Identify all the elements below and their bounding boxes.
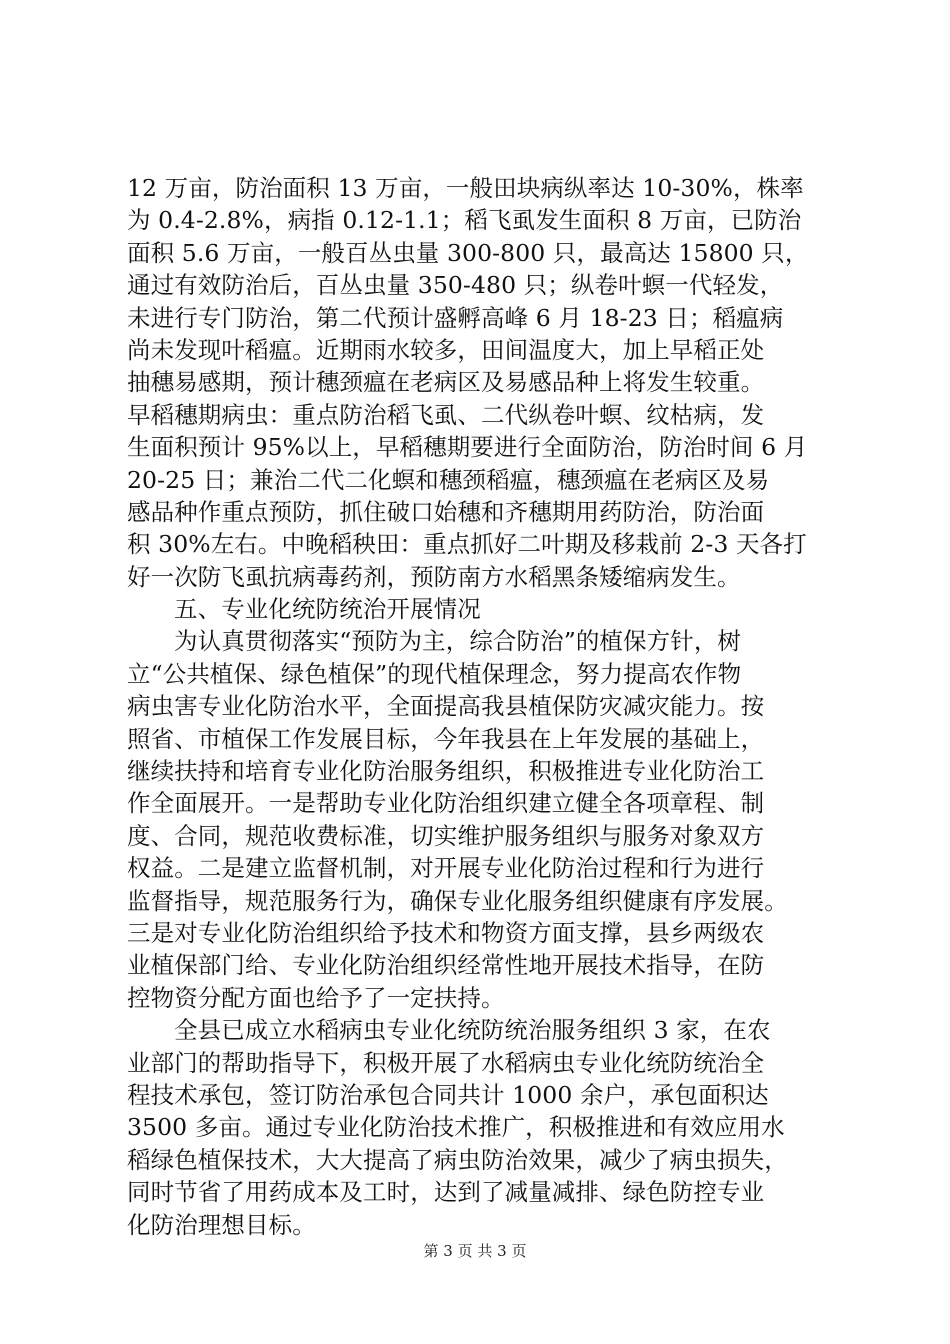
- text-line: 程技术承包，签订防治承包合同共计 1000 余户，承包面积达: [127, 1080, 769, 1109]
- text-line: 业植保部门给、专业化防治组织经常性地开展技术指导，在防: [127, 951, 765, 980]
- text-line: 尚未发现叶稻瘟。近期雨水较多，田间温度大，加上早稻正处: [127, 335, 765, 364]
- text-line: 感品种作重点预防，抓住破口始穗和齐穗期用药防治，防治面: [127, 497, 765, 526]
- text-line: 业部门的帮助指导下，积极开展了水稻病虫专业化统防统治全: [127, 1048, 765, 1077]
- text-line: 病虫害专业化防治水平，全面提高我县植保防灾减灾能力。按: [127, 692, 765, 721]
- text-line: 照省、市植保工作发展目标，今年我县在上年发展的基础上，: [127, 724, 765, 753]
- document-body: [127, 172, 827, 1241]
- section-heading: 五、专业化统防统治开展情况: [174, 595, 481, 624]
- text-line: 立“公共植保、绿色植保”的现代植保理念，努力提高农作物: [127, 659, 742, 688]
- text-line: 通过有效防治后，百丛虫量 350-480 只；纵卷叶螟一代轻发，: [127, 271, 784, 300]
- text-line: 生面积预计 95%以上，早稻穗期要进行全面防治，防治时间 6 月: [127, 433, 808, 462]
- text-line: 同时节省了用药成本及工时，达到了减量减排、绿色防控专业: [127, 1178, 765, 1207]
- text-line: 作全面展开。一是帮助专业化防治组织建立健全各项章程、制: [127, 789, 765, 818]
- text-line: 抽穗易感期，预计穗颈瘟在老病区及易感品种上将发生较重。: [127, 368, 765, 397]
- paragraph-start: 为认真贯彻落实“预防为主，综合防治”的植保方针，树: [174, 627, 742, 656]
- text-line: 早稻穗期病虫：重点防治稻飞虱、二代纵卷叶螟、纹枯病，发: [127, 400, 765, 429]
- text-line: 稻绿色植保技术，大大提高了病虫防治效果，减少了病虫损失，: [127, 1145, 788, 1174]
- text-line: 3500 多亩。通过专业化防治技术推广，积极推进和有效应用水: [127, 1113, 785, 1142]
- text-line: 监督指导，规范服务行为，确保专业化服务组织健康有序发展。: [127, 886, 788, 915]
- paragraph-start: 全县已成立水稻病虫专业化统防统治服务组织 3 家，在农: [174, 1016, 771, 1045]
- text-line: 三是对专业化防治组织给予技术和物资方面支撑，县乡两级农: [127, 918, 765, 947]
- text-line: 面积 5.6 万亩，一般百丛虫量 300-800 只，最高达 15800 只，: [127, 238, 809, 267]
- page-number-footer: 第 3 页 共 3 页: [423, 1242, 527, 1260]
- text-line: 好一次防飞虱抗病毒药剂，预防南方水稻黑条矮缩病发生。: [127, 562, 741, 591]
- text-line: 度、合同，规范收费标准，切实维护服务组织与服务对象双方: [127, 821, 765, 850]
- text-line: 12 万亩，防治面积 13 万亩，一般田块病纵率达 10-30%，株率: [127, 174, 804, 202]
- text-line: 20-25 日；兼治二代二化螟和穗颈稻瘟，穗颈瘟在老病区及易: [127, 465, 770, 494]
- text-line: 积 30%左右。中晚稻秧田：重点抓好二叶期及移栽前 2-3 天各打: [127, 530, 807, 559]
- text-line: 化防治理想目标。: [127, 1210, 316, 1239]
- text-line: 为 0.4-2.8%，病指 0.12-1.1；稻飞虱发生面积 8 万亩，已防治: [127, 206, 802, 235]
- text-line: 权益。二是建立监督机制，对开展专业化防治过程和行为进行: [127, 854, 765, 883]
- text-line: 未进行专门防治，第二代预计盛孵高峰 6 月 18-23 日；稻瘟病: [127, 303, 784, 332]
- text-line: 继续扶持和培育专业化防治服务组织，积极推进专业化防治工: [127, 757, 765, 786]
- text-line: 控物资分配方面也给予了一定扶持。: [127, 983, 505, 1012]
